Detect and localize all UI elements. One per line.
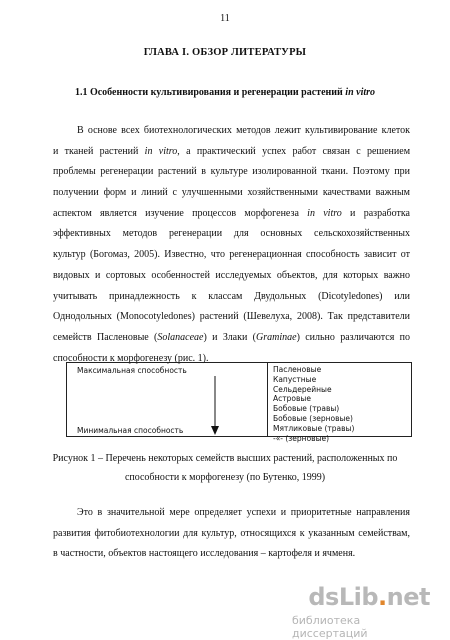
p1-line: В основе всех биотехнологических методов лежит культивирование клеток (77, 125, 410, 136)
family-item: Сельдерейные (273, 384, 332, 394)
p1-line: Однодольных (Monocotyledones) растений (Шевелуха, 2008). Так представители (53, 311, 410, 323)
figure-min-label: Минимальная способность (77, 426, 184, 435)
figure-max-label: Максимальная способность (77, 366, 187, 375)
paragraph-2 (53, 503, 410, 565)
p2-line: Это в значительной мере определяет успехи и приоритетные направления (77, 507, 410, 518)
p1-line: способности к морфогенезу (рис. 1). (53, 352, 209, 364)
family-item: Мятликовые (травы) (273, 423, 355, 433)
dslib-watermark[interactable] (292, 583, 442, 640)
section-title-em: in vitro (345, 87, 376, 98)
page-number: 11 (220, 13, 230, 24)
p1-line: аспектом является изучение процессов морфогенеза in vitro и разработка (53, 207, 410, 219)
family-item: Бобовые (зерновые) (273, 413, 353, 423)
p2-line: в частности, объектов настоящего исследования – картофеля и ячменя. (53, 548, 356, 560)
family-item: Астровые (273, 394, 311, 404)
paragraph-1 (53, 121, 410, 369)
section-title (0, 87, 450, 98)
p1-line: видовых и сортовых особенностей исследуемых объектов, для которых важно (53, 269, 410, 281)
p2-line: развития фитобиотехнологии для культур, относящихся к указанным семействам, (53, 527, 410, 539)
p1-line: учитывать принадлежность к классам Двудольных (Dicotyledones) или (53, 290, 410, 302)
caption-line-1: Рисунок 1 – Перечень некоторых семейств высших растений, расположенных по (52, 453, 398, 464)
caption-line-2: способности к морфогенезу (по Бутенко, 1999) (124, 472, 326, 483)
family-item: Капустные (273, 374, 317, 384)
down-arrow-icon (209, 376, 221, 436)
p1-line: культур (Богомаз, 2005). Известно, что регенерационная способность зависит от (53, 249, 410, 261)
section-title-text: 1.1 Особенности культивирования и регенерации растений (74, 87, 343, 98)
figure-caption (0, 449, 450, 487)
p1-line: и тканей растений in vitro, а практический успех работ связан с решением (53, 145, 411, 157)
family-item: -«- (зерновые) (273, 433, 330, 443)
figure-left-panel (67, 363, 268, 436)
dslib-logo: dsLib.net (308, 583, 430, 611)
family-item: Бобовые (травы) (273, 404, 340, 414)
figure-family-list (273, 365, 354, 443)
p1-line: получении форм и линий с улучшенными хозяйственными качествами важным (53, 187, 410, 199)
figure-1 (66, 362, 412, 443)
p1-line: проблемы регенерации растений в культуре изолированной ткани. Поэтому при (53, 166, 410, 178)
chapter-title: ГЛАВА I. ОБЗОР ЛИТЕРАТУРЫ (143, 47, 307, 58)
p1-line: семейств Пасленовые (Solanaceae) и Злаки (Graminae) сильно различаются по (53, 331, 410, 343)
p1-line: эффективных методов регенерации для основных сельскохозяйственных (53, 228, 410, 240)
dslib-subtitle: библиотека диссертаций (292, 614, 368, 640)
family-item: Пасленовые (273, 365, 322, 374)
